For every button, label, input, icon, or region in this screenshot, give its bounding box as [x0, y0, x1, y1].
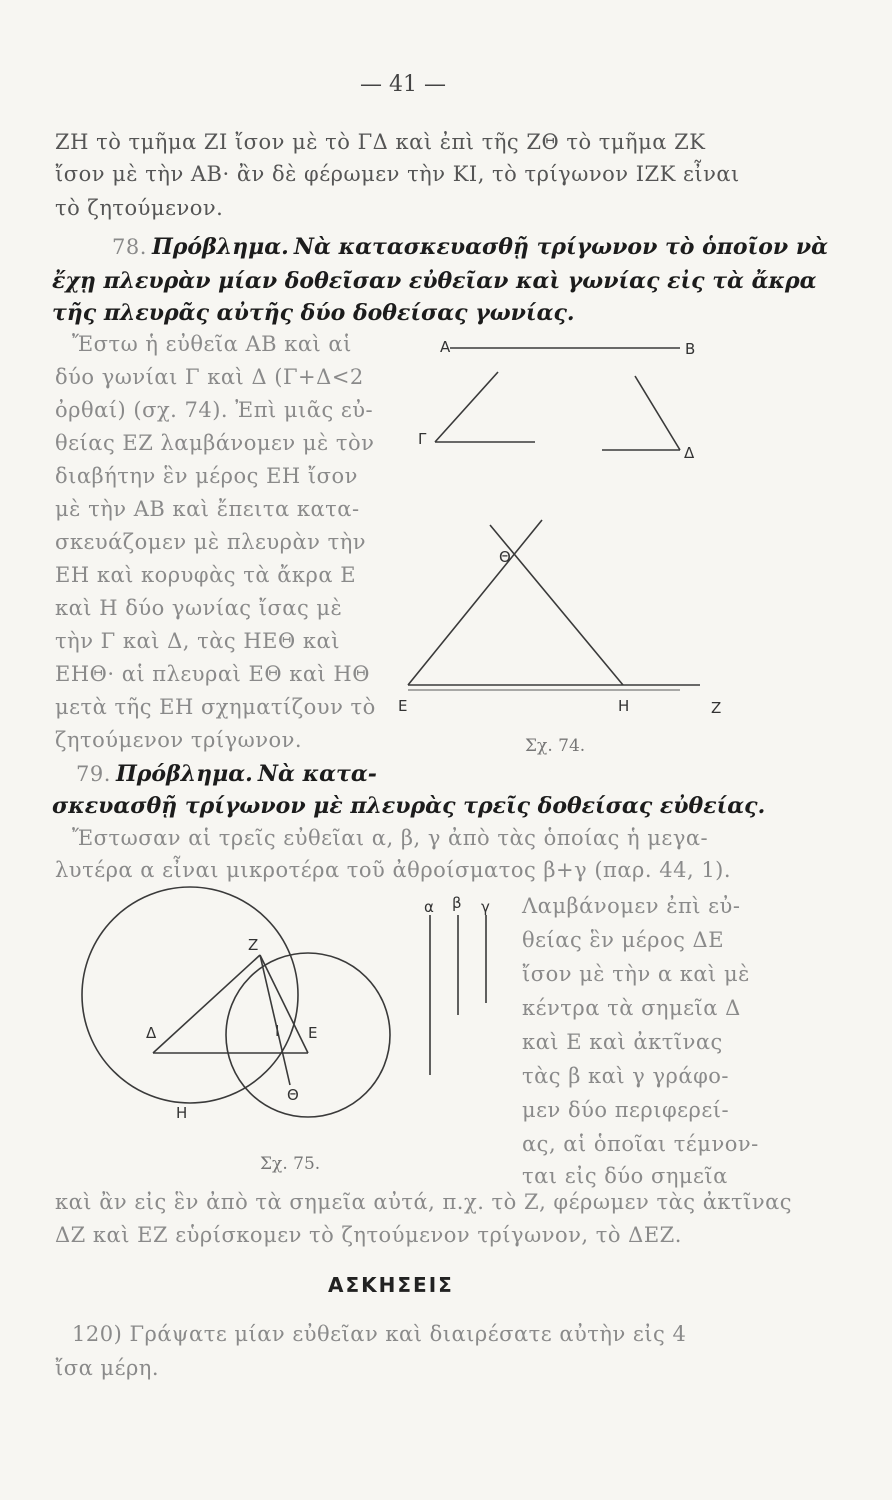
body-line: μεν δύο περιφερεί-	[522, 1098, 730, 1122]
body-line: μετὰ τῆς ΕΗ σχηματίζουν τὸ	[55, 695, 376, 719]
angle-d-side	[635, 376, 680, 450]
body-line: καὶ Ε καὶ ἀκτῖνας	[522, 1030, 723, 1054]
problem-79-heading	[76, 761, 377, 787]
label-d: Δ	[146, 1024, 157, 1042]
segment-theta	[260, 955, 290, 1085]
label-e: E	[308, 1024, 318, 1042]
body-line: τὴν Γ καὶ Δ, τὰς ΗΕΘ καὶ	[55, 629, 340, 653]
label-z: Z	[248, 936, 259, 954]
body-line: ὀρθαί) (σχ. 74). Ἐπὶ μιᾶς εὐ-	[55, 398, 374, 422]
page-number: — 41 —	[360, 72, 446, 97]
body-line: μὲ τὴν ΑΒ καὶ ἔπειτα κατα-	[55, 497, 360, 521]
problem-statement: ἔχῃ πλευρὰν μίαν δοθεῖσαν εὐθεῖαν καὶ γωνίας εἰς τὰ ἄκρα	[52, 268, 817, 294]
body-line: ΔΖ καὶ ΕΖ εὑρίσκομεν τὸ ζητούμενον τρίγωνον, τὸ ΔΕΖ.	[55, 1223, 682, 1247]
body-line: λυτέρα α εἶναι μικροτέρα τοῦ ἀθροίσματος β+γ (παρ. 44, 1).	[55, 858, 732, 882]
segment-dz	[153, 955, 260, 1053]
figure-74-caption: Σχ. 74.	[525, 736, 586, 756]
problem-statement: τῆς πλευρᾶς αὐτῆς δύο δοθείσας γωνίας.	[52, 300, 575, 326]
body-line: ζητούμενον τρίγωνον.	[55, 728, 303, 752]
label-h: H	[618, 697, 630, 715]
body-line: δύο γωνίαι Γ καὶ Δ (Γ+Δ<2	[55, 365, 364, 389]
body-line: ΕΗ καὶ κορυφὰς τὰ ἄκρα Ε	[55, 563, 357, 587]
problem-statement: Νὰ κατα-	[257, 761, 377, 787]
label-h: H	[176, 1104, 188, 1122]
label-i: I	[275, 1022, 280, 1040]
intro-line: τὸ ζητούμενον.	[55, 196, 224, 220]
label-a: A	[440, 338, 451, 356]
body-line: κέντρα τὰ σημεῖα Δ	[522, 996, 741, 1020]
body-line: ας, αἱ ὁποῖαι τέμνον-	[522, 1132, 759, 1156]
segment-ez	[260, 955, 308, 1053]
body-line: θείας ἓν μέρος ΔΕ	[522, 928, 725, 952]
circle-center-d	[82, 887, 298, 1103]
body-line: ΕΗΘ· αἱ πλευραὶ ΕΘ καὶ ΗΘ	[55, 662, 370, 686]
problem-title: Πρόβλημα.	[116, 761, 253, 787]
body-line: θείας ΕΖ λαμβάνομεν μὲ τὸν	[55, 431, 375, 455]
problem-number: 78.	[112, 235, 147, 259]
label-theta: Θ	[499, 548, 511, 566]
label-gamma: γ	[481, 898, 490, 916]
label-theta: Θ	[287, 1086, 299, 1104]
label-b: B	[685, 340, 696, 358]
problem-number: 79.	[76, 762, 111, 786]
problem-statement: σκευασθῇ τρίγωνον μὲ πλευρὰς τρεῖς δοθείσας εὐθείας.	[52, 793, 766, 819]
exercise-item: 120) Γράψατε μίαν εὐθεῖαν καὶ διαιρέσατε αὐτὴν εἰς 4	[72, 1322, 687, 1346]
body-line: Λαμβάνομεν ἐπὶ εὐ-	[522, 894, 741, 918]
label-g: Γ	[418, 430, 427, 448]
body-line: καὶ Η δύο γωνίας ἴσας μὲ	[55, 596, 343, 620]
body-line: ἴσον μὲ τὴν α καὶ μὲ	[522, 962, 750, 986]
label-z: Z	[711, 699, 722, 717]
label-beta: β	[452, 894, 462, 912]
label-e: E	[398, 697, 408, 715]
problem-statement: Νὰ κατασκευασθῇ τρίγωνον τὸ ὁποῖον νὰ	[293, 234, 829, 260]
figure-75-caption: Σχ. 75.	[260, 1154, 321, 1174]
intro-line: ἴσον μὲ τὴν ΑΒ· ἂν δὲ φέρωμεν τὴν ΚΙ, τὸ τρίγωνον ΙΖΚ εἶναι	[55, 162, 740, 186]
problem-title: Πρόβλημα.	[152, 234, 289, 260]
angle-g-side	[435, 372, 498, 442]
intro-line: ΖΗ τὸ τμῆμα ΖΙ ἴσον μὲ τὸ ΓΔ καὶ ἐπὶ τῆς ΖΘ τὸ τμῆμα ΖΚ	[55, 130, 706, 154]
body-line: ται εἰς δύο σημεῖα	[522, 1164, 728, 1188]
side-e-theta	[408, 520, 542, 685]
body-line: Ἔστω ἡ εὐθεῖα ΑΒ καὶ αἱ	[72, 332, 352, 356]
body-line: Ἔστωσαν αἱ τρεῖς εὐθεῖαι α, β, γ ἀπὸ τὰς ὁποίας ἡ μεγα-	[72, 826, 709, 850]
label-alpha: α	[424, 898, 434, 916]
body-line: διαβήτην ἓν μέρος ΕΗ ἴσον	[55, 464, 358, 488]
exercises-heading: ΑΣΚΗΣΕΙΣ	[328, 1273, 454, 1297]
body-line: τὰς β καὶ γ γράφο-	[522, 1064, 730, 1088]
problem-78-heading	[112, 234, 828, 260]
figure-74	[380, 330, 740, 730]
body-line: καὶ ἂν εἰς ἓν ἀπὸ τὰ σημεῖα αὐτά, π.χ. τὸ Ζ, φέρωμεν τὰς ἀκτῖνας	[55, 1190, 793, 1214]
body-line: σκευάζομεν μὲ πλευρὰν τὴν	[55, 530, 367, 554]
label-d: Δ	[684, 444, 695, 462]
exercise-item: ἴσα μέρη.	[55, 1356, 160, 1380]
